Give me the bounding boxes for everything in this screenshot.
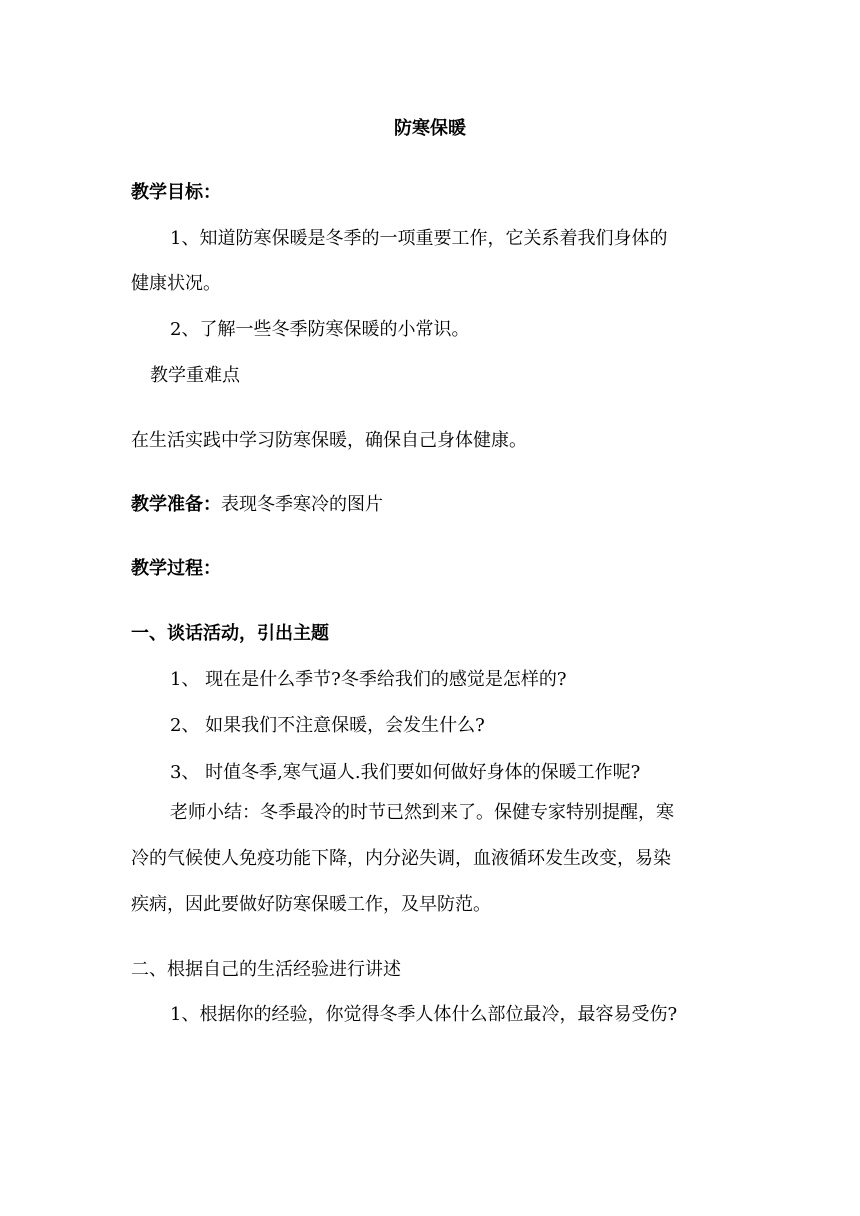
goal-item-1-line-1: 1、知道防寒保暖是冬季的一项重要工作，它关系着我们身体的 [170, 228, 668, 249]
document-title: 防寒保暖 [394, 118, 466, 139]
preparation-line [131, 493, 383, 517]
section-2-question-1: 1、根据你的经验，你觉得冬季人体什么部位最冷，最容易受伤? [170, 1004, 678, 1025]
key-points-text: 在生活实践中学习防寒保暖，确保自己身体健康。 [131, 430, 527, 451]
summary-line-1: 老师小结：冬季最冷的时节已然到来了。保健专家特别提醒，寒 [170, 802, 674, 823]
goal-item-1-line-2: 健康状况。 [131, 273, 221, 294]
goal-heading: 教学目标： [131, 182, 221, 203]
section-2-heading: 二、根据自己的生活经验进行讲述 [131, 959, 401, 980]
section-1-question-2: 2、 如果我们不注意保暖，会发生什么? [170, 715, 485, 736]
section-1-question-1: 1、 现在是什么季节?冬季给我们的感觉是怎样的? [170, 669, 567, 690]
goal-item-2: 2、了解一些冬季防寒保暖的小常识。 [170, 319, 470, 340]
section-1-question-3: 3、 时值冬季,寒气逼人.我们要如何做好身体的保暖工作呢? [170, 762, 641, 783]
summary-line-2: 冷的气候使人免疫功能下降，内分泌失调，血液循环发生改变，易染 [131, 848, 671, 869]
key-points-heading: 教学重难点 [150, 365, 240, 386]
preparation-text: 表现冬季寒冷的图片 [221, 494, 383, 515]
preparation-label: 教学准备： [131, 494, 221, 515]
summary-line-3: 疾病，因此要做好防寒保暖工作，及早防范。 [131, 894, 491, 915]
section-1-heading: 一、谈话活动，引出主题 [131, 623, 329, 644]
process-heading: 教学过程： [131, 558, 221, 579]
